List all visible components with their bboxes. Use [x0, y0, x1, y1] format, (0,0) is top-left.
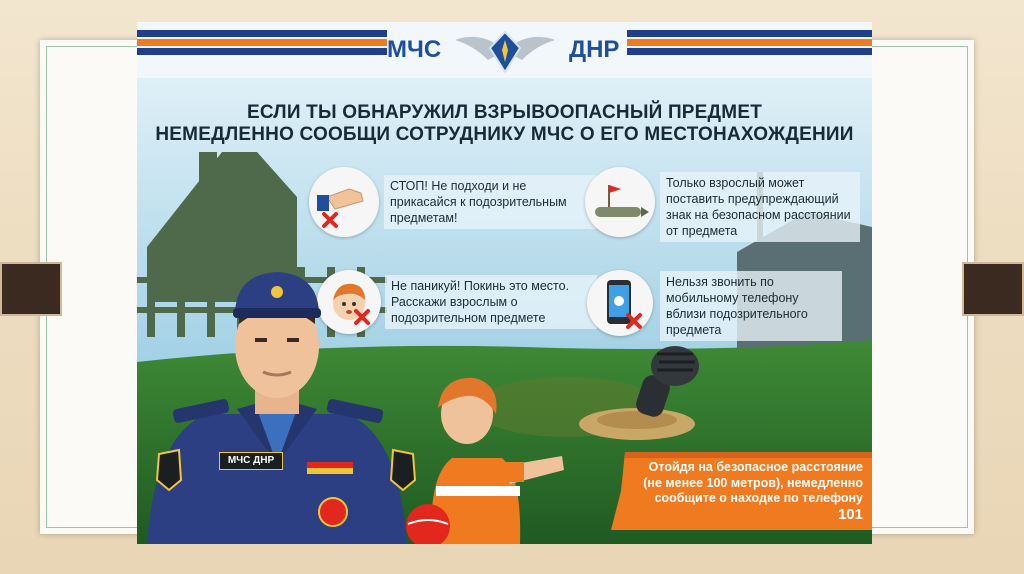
tip-stop-bubble: [309, 167, 379, 237]
binder-clip-right: [962, 262, 1024, 316]
cross-icon: [321, 211, 339, 229]
banner-stripe-right: [627, 30, 872, 37]
banner-stripe-left: [137, 30, 387, 37]
tip-adult-bubble: [585, 167, 655, 237]
phone-icon: [587, 270, 653, 336]
tip-phone-bubble: [587, 270, 653, 336]
boy-illustration: [392, 366, 582, 544]
callout-banner: [611, 452, 872, 530]
banner-stripe-left-2: [137, 48, 387, 55]
emblem-icon: [450, 26, 560, 76]
poster: [137, 22, 872, 544]
landmine-illustration: [607, 336, 717, 426]
banner-stripe-left-orange: [137, 39, 387, 46]
banner-stripe-right-orange: [627, 39, 872, 46]
brand-left: МЧС: [387, 36, 442, 63]
top-banner: [137, 22, 872, 78]
warning-flag-icon: [585, 167, 655, 237]
binder-clip-left: [0, 262, 62, 316]
tip-phone-text: Нельзя звонить по мобильному телефону вблизи подозрительного предмета: [660, 271, 842, 341]
cross-icon: [625, 312, 643, 330]
brand-right: ДНР: [569, 36, 620, 63]
name-badge-label: МЧС ДНР: [227, 455, 275, 466]
banner-stripe-right-2: [627, 48, 872, 55]
callout-phone-number: 101: [837, 505, 863, 523]
tip-adult-text: Только взрослый может поставить предупреждающий знак на безопасном расстоянии от предмета: [660, 172, 860, 242]
headline-line2: НЕМЕДЛЕННО СООБЩИ СОТРУДНИКУ МЧС О ЕГО МЕСТОНАХОЖДЕНИИ: [155, 124, 854, 145]
headline-line1: ЕСЛИ ТЫ ОБНАРУЖИЛ ВЗРЫВООПАСНЫЙ ПРЕДМЕТ: [246, 102, 762, 123]
tip-stop-text: СТОП! Не подходи и не прикасайся к подозрительным предметам!: [384, 175, 596, 229]
callout-text: [633, 460, 863, 523]
hand-icon: [309, 167, 379, 237]
callout-message: Отойдя на безопасное расстояние (не менее 100 метров), немедленно сообщите о находке по телефону: [643, 460, 863, 505]
tip-panic-text: Не паникуй! Покинь это место. Расскажи взрослым о подозрительном предмете: [385, 275, 597, 329]
name-badge: [219, 452, 283, 470]
rescuer-illustration: [137, 254, 417, 544]
